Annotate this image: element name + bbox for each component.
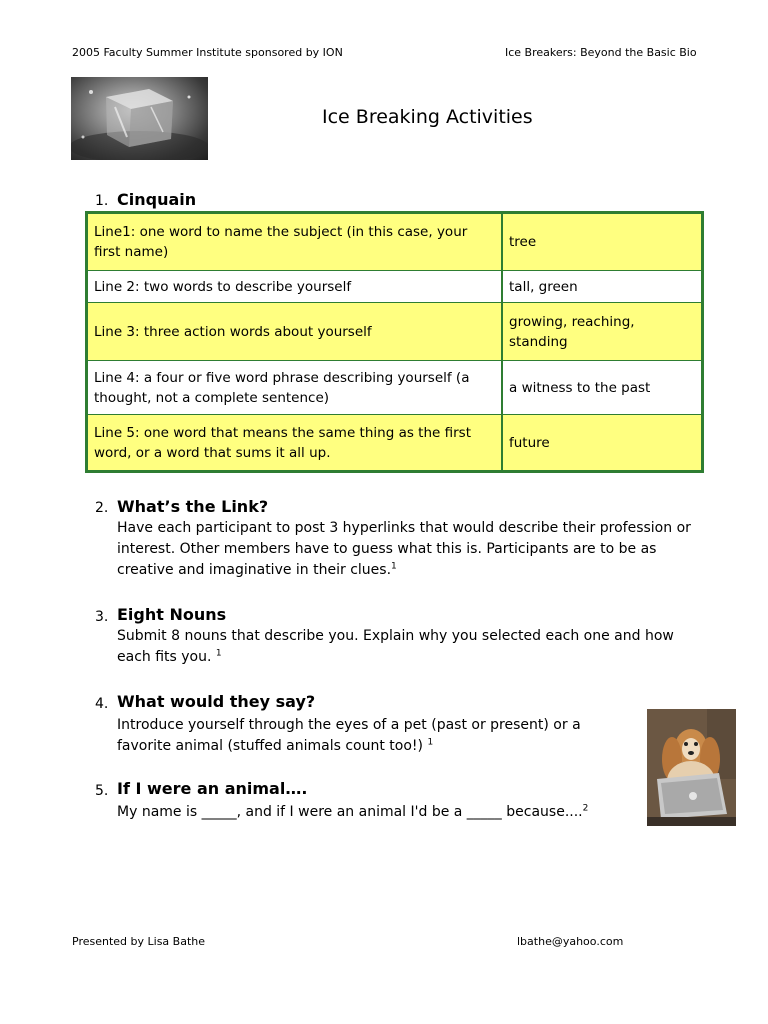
section-text: Submit 8 nouns that describe you. Explain why you selected each one and how each fits you. — [117, 628, 674, 665]
footer-presenter: Presented by Lisa Bathe — [72, 935, 205, 948]
section-title-animal: If I were an animal…. — [117, 779, 308, 798]
cinquain-example: tree — [503, 214, 701, 270]
footer-email[interactable]: lbathe@yahoo.com — [517, 935, 624, 948]
cinquain-table — [85, 211, 704, 473]
footnote-ref: 1 — [215, 648, 222, 659]
footnote-ref: 1 — [391, 561, 397, 572]
section-number: 3. — [95, 609, 109, 625]
section-text: Introduce yourself through the eyes of a pet (past or present) or a favorite animal (stuffed animals count too!) — [117, 717, 581, 754]
section-number: 4. — [95, 696, 109, 712]
cinquain-line: Line1: one word to name the subject (in this case, your first name) — [88, 214, 503, 270]
section-body — [117, 518, 707, 581]
ice-cube-photo — [71, 77, 208, 160]
section-text: My name is _____, and if I were an animal I'd be a _____ because.... — [117, 804, 583, 820]
header-left: 2005 Faculty Summer Institute sponsored by ION — [72, 46, 343, 59]
cinquain-example: tall, green — [503, 271, 701, 302]
cinquain-line: Line 3: three action words about yourself — [88, 303, 503, 360]
section-body — [117, 626, 677, 668]
cinquain-example: growing, reaching, standing — [503, 303, 701, 360]
section-body — [117, 802, 627, 823]
dog-with-laptop-photo — [647, 709, 736, 826]
header-right: Ice Breakers: Beyond the Basic Bio — [505, 46, 697, 59]
section-title-link: What’s the Link? — [117, 497, 269, 516]
cinquain-line: Line 4: a four or five word phrase describing yourself (a thought, not a complete sentence) — [88, 361, 503, 414]
cinquain-line: Line 5: one word that means the same thing as the first word, or a word that sums it all up. — [88, 415, 503, 470]
table-row — [88, 214, 701, 271]
cinquain-line: Line 2: two words to describe yourself — [88, 271, 503, 302]
table-row — [88, 303, 701, 361]
table-row — [88, 271, 701, 303]
section-body — [117, 715, 617, 757]
section-number: 2. — [95, 500, 109, 516]
cinquain-example: future — [503, 415, 701, 470]
section-title-nouns: Eight Nouns — [117, 605, 227, 624]
section-text: Have each participant to post 3 hyperlinks that would describe their profession or interest. Other members have to guess what this is. Participants are to be as creative and imaginative in their clues. — [117, 520, 691, 578]
section-number: 5. — [95, 783, 109, 799]
table-row — [88, 415, 701, 470]
footnote-ref: 1 — [427, 737, 434, 748]
section-title-cinquain: Cinquain — [117, 190, 197, 209]
footnote-ref: 2 — [582, 803, 589, 814]
cinquain-example: a witness to the past — [503, 361, 701, 414]
section-number: 1. — [95, 193, 109, 209]
section-title-say: What would they say? — [117, 692, 316, 711]
page-title: Ice Breaking Activities — [322, 106, 533, 128]
table-row — [88, 361, 701, 415]
